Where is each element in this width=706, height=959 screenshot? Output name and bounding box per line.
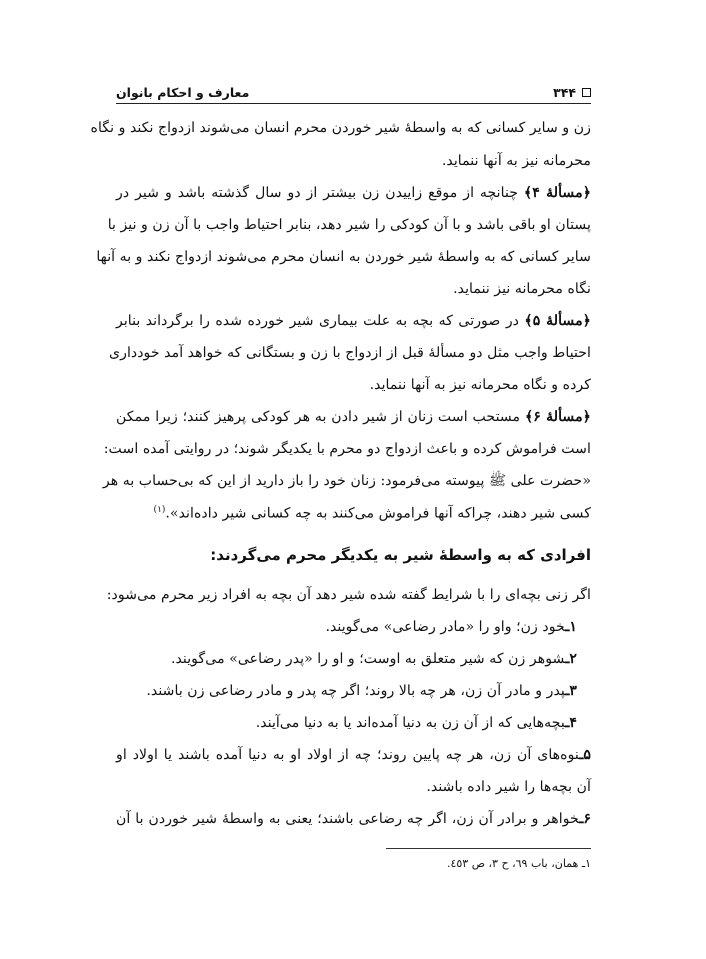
paragraph-2-line-3: سایر کسانی که به واسطهٔ شیر خوردن به انسان محرم می‌شوند ازدواج نکند و به آنها <box>96 249 591 265</box>
paragraph-4-line-2: است فراموش کرده و باعث ازدواج دو محرم با یکدیگر شوند؛ در روایتی آمده است: <box>103 441 591 457</box>
section-intro: اگر زنی بچه‌ای را با شرایط گفته شده شیر دهد آن بچه به افراد زیر محرم می‌شود: <box>106 587 591 603</box>
list-item <box>116 612 591 642</box>
paragraph-4-line-3: «حضرت علی ﷺ پیوسته می‌فرمود: زنان خود را باز دارید از این که بی‌حساب به هر <box>102 473 591 489</box>
list-item <box>116 676 591 706</box>
list-text: نوه‌های آن زن، هر چه پایین روند؛ چه از اولاد او به دنیا آمده باشند یا اولاد او <box>116 747 580 763</box>
paragraph-2-line-1 <box>116 178 591 208</box>
list-text: خود زن؛ واو را «مادر رضاعی» می‌گویند. <box>325 619 566 635</box>
list-text: شوهر زن که شیر متعلق به اوست؛ و او را «پدر رضاعی» می‌گویند. <box>170 651 566 667</box>
paragraph-3-line-2: احتیاط واجب مثل دو مسألهٔ قبل از ازدواج با زن و بستگانی که خواهد آمد خودداری <box>109 345 591 361</box>
paragraph-3-line-1 <box>116 306 591 336</box>
list-text: خواهر و برادر آن زن، اگر چه رضاعی باشند؛ یعنی به واسطهٔ شیر خوردن با آن <box>116 811 580 827</box>
paragraph-2-line-2: پستان او باقی باشد و با آن کودکی را شیر دهد، بنابر احتیاط واجب با آن زن و نیز با <box>107 217 591 233</box>
footnote-divider <box>386 848 591 849</box>
paragraph-1-line-2: محرمانه نیز به آنها ننماید. <box>441 153 591 169</box>
list-item-continuation <box>116 772 591 802</box>
footnote-reference: (۱) <box>153 505 166 515</box>
page-number-block <box>553 85 591 100</box>
list-number: ۶ـ <box>579 811 591 827</box>
square-bullet-icon <box>582 88 591 97</box>
list-item <box>116 804 591 834</box>
section-heading: افرادی که به واسطهٔ شیر به یکدیگر محرم می‌گردند: <box>210 546 591 564</box>
list-number: ۵ـ <box>579 747 591 763</box>
list-number: ۳ـ <box>565 683 577 699</box>
mas-ale-4-label: ﴿مسألهٔ ۴﴾ <box>523 185 592 201</box>
list-item <box>116 740 591 770</box>
list-number: ۴ـ <box>565 715 577 731</box>
page-number: ۳۴۴ <box>553 85 576 100</box>
list-number: ۱ـ <box>565 619 577 635</box>
footnote: ۱ـ همان، باب ٦٩، ح ٣، ص ٤٥٣. <box>446 857 591 870</box>
list-item <box>116 644 591 674</box>
list-number: ۲ـ <box>565 651 577 667</box>
list-text: پدر و مادر آن زن، هر چه بالا روند؛ اگر چه پدر و مادر رضاعی زن باشند. <box>146 683 566 699</box>
paragraph-4-line-4-text: کسی شیر دهند، چراکه آنها فراموش می‌کنند به چه کسانی شیر داده‌اند». <box>165 505 591 522</box>
mas-ale-5-label: ﴿مسألهٔ ۵﴾ <box>524 313 591 329</box>
mas-ale-6-label: ﴿مسألهٔ ۶﴾ <box>524 409 591 425</box>
paragraph-4-line-4 <box>116 495 591 525</box>
paragraph-2-line-1-text: چنانچه از موقع زاییدن زن بیشتر از دو سال گذشته باشد و شیر در <box>116 185 524 201</box>
list-text: آن بچه‌ها را شیر داده باشند. <box>426 779 591 795</box>
page-header <box>116 74 591 100</box>
list-text: بچه‌هایی که از آن زن به دنیا آمده‌اند یا به دنیا می‌آیند. <box>255 715 566 731</box>
paragraph-2-line-4: نگاه محرمانه نیز ننماید. <box>453 281 591 297</box>
list-item <box>116 708 591 738</box>
paragraph-3-line-3: کرده و نگاه محرمانه نیز به آنها ننماید. <box>369 377 591 393</box>
book-title: معارف و احکام بانوان <box>116 85 250 100</box>
paragraph-1-line-1: زن و سایر کسانی که به واسطهٔ شیر خوردن محرم انسان می‌شوند ازدواج نکند و نگاه <box>90 120 591 136</box>
paragraph-4-line-1 <box>116 402 591 432</box>
paragraph-3-line-1-text: در صورتی که بچه به علت بیماری شیر خورده شده را برگرداند بنابر <box>116 313 525 329</box>
paragraph-4-line-1-text: مستحب است زنان از شیر دادن به هر کودکی پرهیز کنند؛ زیرا ممکن <box>116 409 525 425</box>
header-divider <box>116 103 591 104</box>
